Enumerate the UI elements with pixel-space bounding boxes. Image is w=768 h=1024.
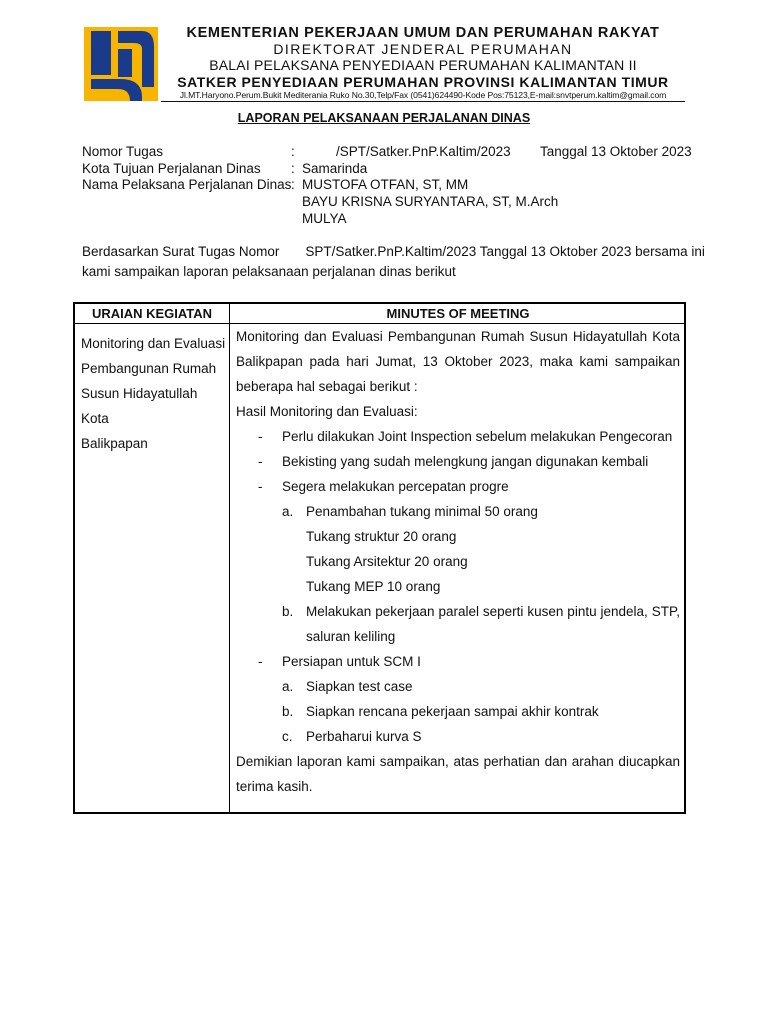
kota-tujuan-value: Samarinda (302, 161, 368, 176)
ministry-name: KEMENTERIAN PEKERJAAN UMUM DAN PERUMAHAN RAKYAT (186, 25, 660, 41)
letterhead-rule (161, 101, 685, 102)
header-minutes-of-meeting: MINUTES OF MEETING (386, 306, 530, 321)
column-divider (229, 304, 230, 812)
pelaksana-colon: : (291, 177, 295, 192)
item-text: Persiapan untuk SCM I (282, 654, 421, 669)
minutes-content (236, 324, 680, 799)
pelaksana-name: MUSTOFA OTFAN, ST, MM (302, 177, 469, 192)
list-item (236, 474, 680, 499)
office-address: Jl.MT.Haryono.Perum.Bukit Mediterania Ruko No.30,Telp/Fax (0541)624490-Kode Pos:75123,E-mail:snvtperum.kaltim@gmail.com (179, 90, 667, 100)
sub-marker: c. (282, 729, 293, 744)
nomor-tugas-value: /SPT/Satker.PnP.Kaltim/2023 (336, 144, 511, 159)
closing-line: terima kasih. (236, 779, 313, 794)
sub-item-detail: Tukang struktur 20 orang (306, 529, 457, 544)
list-item (236, 449, 680, 474)
sub-item-text: Siapkan test case (306, 679, 413, 694)
pelaksana-name: BAYU KRISNA SURYANTARA, ST, M.Arch (302, 194, 559, 209)
pupr-logo (84, 27, 158, 101)
satker-name: SATKER PENYEDIAAN PERUMAHAN PROVINSI KALIMANTAN TIMUR (177, 74, 669, 90)
opening-line: beberapa hal sebagai berikut : (236, 379, 418, 394)
activity-line: Susun Hidayatullah Kota (81, 386, 198, 426)
document-title: LAPORAN PELAKSANAAN PERJALANAN DINAS (237, 111, 531, 125)
opening-line: Monitoring dan Evaluasi Pembangunan Rumah Susun Hidayatullah Kota (236, 329, 680, 344)
activity-line: Pembangunan Rumah (81, 361, 217, 376)
pelaksana-label: Nama Pelaksana Perjalanan Dinas (82, 177, 292, 192)
item-text: Segera melakukan percepatan progre (282, 479, 509, 494)
activity-line: Balikpapan (81, 436, 148, 451)
item-text: Perlu dilakukan Joint Inspection sebelum melakukan Pengecoran (282, 429, 673, 444)
item-text: Bekisting yang sudah melengkung jangan digunakan kembali (282, 454, 649, 469)
header-uraian-kegiatan: URAIAN KEGIATAN (91, 306, 213, 321)
sub-marker: b. (282, 704, 294, 719)
kota-tujuan-colon: : (291, 161, 295, 176)
directorate-name: DIREKTORAT JENDERAL PERUMAHAN (273, 41, 573, 57)
sub-marker: b. (282, 604, 294, 619)
tanggal-tugas: Tanggal 13 Oktober 2023 (540, 144, 692, 159)
hasil-label: Hasil Monitoring dan Evaluasi: (236, 404, 418, 419)
sub-item-text: Penambahan tukang minimal 50 orang (306, 504, 538, 519)
opening-line: Balikpapan pada hari Jumat, 13 Oktober 2023, maka kami sampaikan (236, 354, 680, 369)
nomor-tugas-colon: : (291, 144, 295, 159)
dash-marker: - (258, 479, 263, 494)
sub-marker: a. (282, 679, 294, 694)
sub-item (236, 724, 680, 749)
sub-item-text: Siapkan rencana pekerjaan sampai akhir kontrak (306, 704, 599, 719)
intro-text: Berdasarkan Surat Tugas Nomor (82, 244, 280, 259)
sub-marker: a. (282, 504, 294, 519)
intro-text: kami sampaikan laporan pelaksanaan perjalanan dinas berikut (82, 264, 456, 279)
nomor-tugas-label: Nomor Tugas (82, 144, 164, 159)
minutes-table (73, 302, 686, 814)
dash-marker: - (258, 454, 263, 469)
kota-tujuan-label: Kota Tujuan Perjalanan Dinas (82, 161, 261, 176)
sub-item-text: saluran keliling (306, 629, 396, 644)
list-item (236, 424, 680, 449)
activity-description (81, 331, 226, 456)
pelaksana-name: MULYA (302, 211, 347, 226)
closing-line: Demikian laporan kami sampaikan, atas perhatian dan arahan diucapkan (236, 754, 680, 769)
sub-item (236, 699, 680, 724)
sub-item-detail: Tukang MEP 10 orang (306, 579, 441, 594)
intro-paragraph (82, 242, 705, 282)
balai-name: BALAI PELAKSANA PENYEDIAAN PERUMAHAN KALIMANTAN II (209, 57, 637, 73)
list-item (236, 649, 680, 674)
sub-item (236, 499, 680, 524)
sub-item-detail: Tukang Arsitektur 20 orang (306, 554, 468, 569)
sub-item (236, 599, 680, 624)
sub-item-text: Melakukan pekerjaan paralel seperti kusen pintu jendela, STP, (306, 604, 680, 619)
sub-item-text: Perbaharui kurva S (306, 729, 422, 744)
dash-marker: - (258, 654, 263, 669)
intro-text: SPT/Satker.PnP.Kaltim/2023 Tanggal 13 Oktober 2023 bersama ini (305, 244, 705, 259)
sub-item (236, 674, 680, 699)
activity-line: Monitoring dan Evaluasi (81, 336, 226, 351)
dash-marker: - (258, 429, 263, 444)
